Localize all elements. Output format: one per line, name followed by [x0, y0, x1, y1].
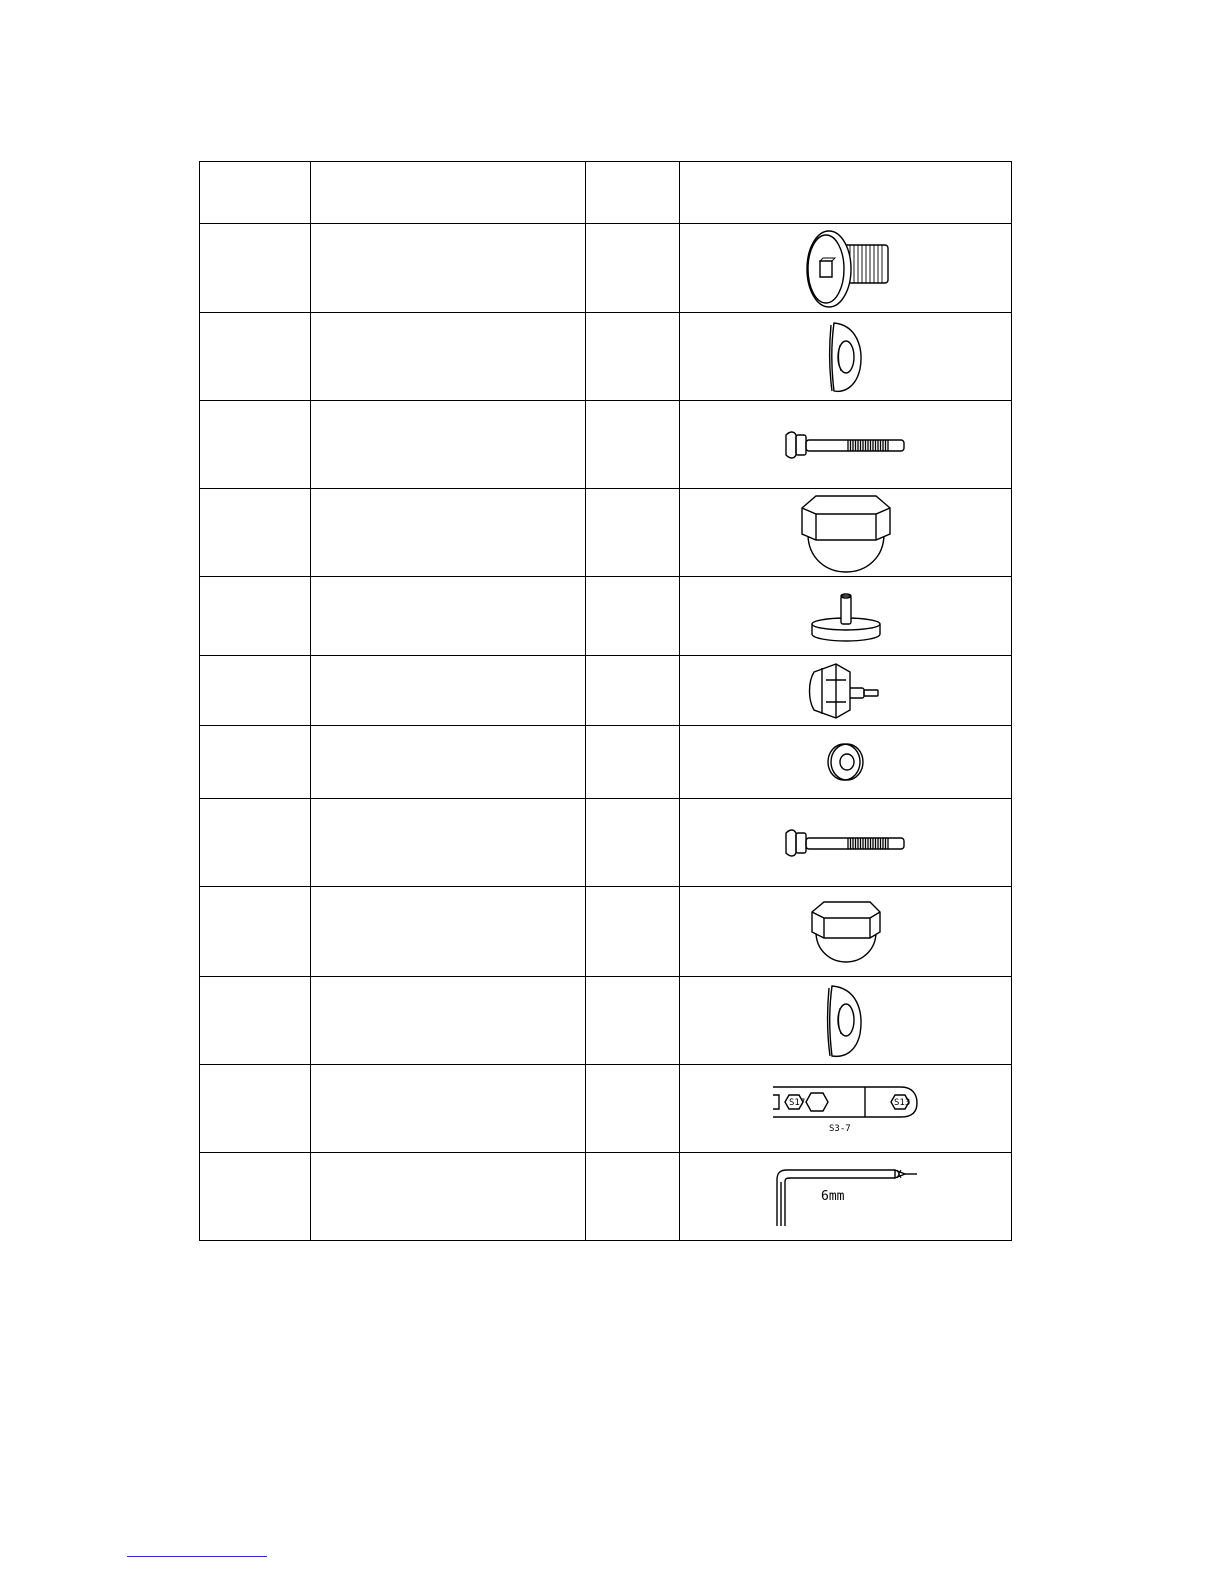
table-cell: [311, 224, 586, 313]
table-row: [200, 656, 1012, 726]
table-row: [200, 799, 1012, 887]
table-row: [200, 977, 1012, 1065]
table-cell: [311, 313, 586, 401]
table-cell: [311, 799, 586, 887]
curved-washer-icon: [824, 980, 868, 1062]
table-cell: [200, 977, 311, 1065]
table-row: [200, 401, 1012, 489]
table-header-row: [200, 162, 1012, 224]
wrench-size-label: S17: [788, 1097, 805, 1108]
part-image-cell: [680, 799, 1012, 887]
header-cell: [311, 162, 586, 224]
leveling-foot-icon: [808, 590, 884, 642]
table-row: [200, 224, 1012, 313]
wrench-model-label: S3-7: [828, 1123, 851, 1134]
carriage-bolt-icon: [784, 825, 908, 861]
table-cell: [311, 887, 586, 977]
table-cell: [586, 656, 680, 726]
header-cell: [200, 162, 311, 224]
table-cell: [200, 224, 311, 313]
table-cell: [200, 489, 311, 577]
allen-key-screwdriver-icon: [771, 1166, 921, 1228]
table-row: [200, 1065, 1012, 1153]
tube-end-cap-icon: [806, 660, 886, 722]
table-cell: [586, 489, 680, 577]
table-cell: [311, 1065, 586, 1153]
part-image-cell: [680, 577, 1012, 656]
table-cell: [311, 726, 586, 799]
part-image-cell: [680, 489, 1012, 577]
wrench-size-label: S13: [893, 1097, 910, 1108]
table-cell: [311, 977, 586, 1065]
part-image-cell: [680, 656, 1012, 726]
table-cell: [200, 313, 311, 401]
table-cell: [586, 799, 680, 887]
part-image-cell: [680, 887, 1012, 977]
part-image-cell: [680, 977, 1012, 1065]
table-cell: [200, 799, 311, 887]
table-cell: [200, 1153, 311, 1241]
hex-socket-flat-head-bolt-icon: [796, 227, 896, 309]
dome-cap-nut-icon: [808, 898, 884, 966]
table-row: [200, 489, 1012, 577]
flat-washer-icon: [826, 740, 866, 784]
curved-washer-icon: [826, 317, 866, 397]
table-row: [200, 887, 1012, 977]
table-row: [200, 1153, 1012, 1241]
table-cell: [200, 577, 311, 656]
part-image-cell: [680, 313, 1012, 401]
table-cell: [586, 977, 680, 1065]
header-cell: [586, 162, 680, 224]
table-cell: [586, 726, 680, 799]
table-row: [200, 577, 1012, 656]
allen-key-size-label: 6mm: [820, 1188, 844, 1204]
part-image-cell: [680, 726, 1012, 799]
table-cell: [586, 887, 680, 977]
table-cell: [586, 1065, 680, 1153]
table-cell: [200, 887, 311, 977]
table-cell: [200, 401, 311, 489]
table-cell: [311, 401, 586, 489]
part-image-cell: [680, 1153, 1012, 1241]
carriage-bolt-icon: [784, 427, 908, 463]
parts-list-table: [199, 161, 1012, 1241]
part-image-cell: [680, 401, 1012, 489]
table-cell: [200, 726, 311, 799]
table-cell: [311, 489, 586, 577]
table-cell: [586, 577, 680, 656]
part-image-cell: [680, 1065, 1012, 1153]
part-image-cell: [680, 224, 1012, 313]
table-row: [200, 726, 1012, 799]
table-cell: [586, 313, 680, 401]
table-cell: [311, 577, 586, 656]
wrench-icon: [771, 1081, 921, 1137]
table-cell: [586, 224, 680, 313]
table-cell: [311, 656, 586, 726]
table-cell: [200, 1065, 311, 1153]
table-cell: [586, 401, 680, 489]
footer-link-underline: [127, 1556, 267, 1557]
table-cell: [200, 656, 311, 726]
dome-cap-nut-icon: [796, 490, 896, 576]
table-row: [200, 313, 1012, 401]
table-cell: [311, 1153, 586, 1241]
table-cell: [586, 1153, 680, 1241]
header-cell: [680, 162, 1012, 224]
